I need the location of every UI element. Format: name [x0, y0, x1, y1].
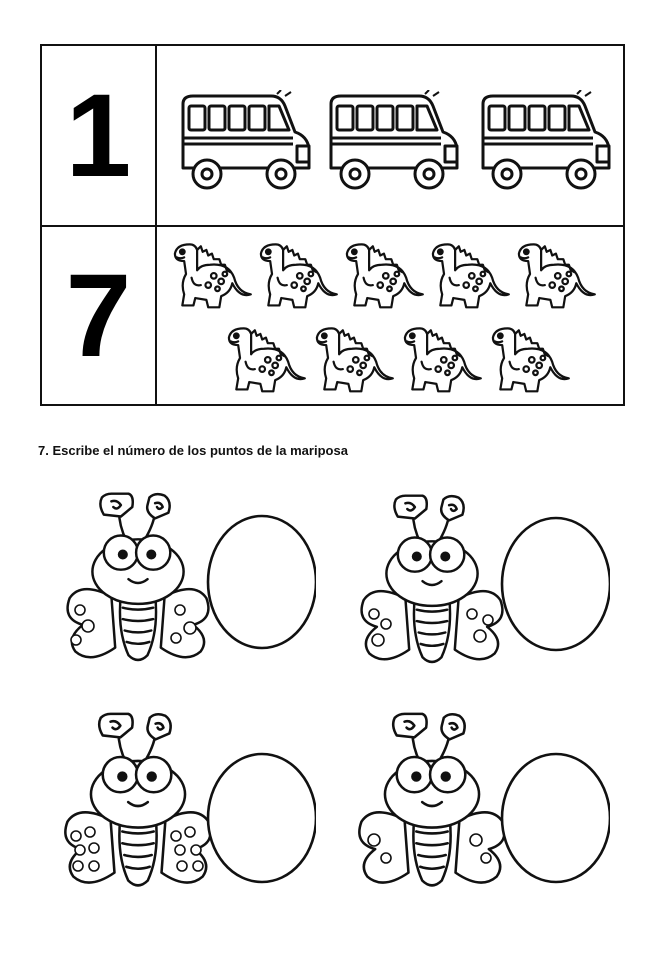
dinosaur-icon — [513, 237, 597, 311]
butterfly-icon — [352, 708, 610, 904]
bus-icon — [321, 90, 461, 194]
butterfly-exercise — [58, 488, 316, 678]
butterfly-icon — [352, 490, 610, 680]
bus-icon — [173, 90, 313, 194]
dinosaur-icon — [427, 237, 511, 311]
dinosaur-icon — [399, 321, 483, 395]
dinosaur-icon — [311, 321, 395, 395]
number-cell — [42, 46, 157, 225]
dinosaur-icon — [169, 237, 253, 311]
bus-icon — [473, 90, 613, 194]
count-row-7 — [42, 227, 623, 404]
exercise-instruction: 7. Escribe el número de los puntos de la mariposa — [38, 443, 348, 458]
row-number: 7 — [65, 249, 132, 382]
dinosaur-icon — [487, 321, 571, 395]
counting-table — [40, 44, 625, 406]
butterfly-exercise — [352, 490, 610, 680]
count-row-1 — [42, 46, 623, 227]
row-number: 1 — [65, 69, 132, 202]
butterfly-icon — [58, 488, 316, 678]
picture-cell — [157, 46, 623, 225]
dinosaur-icon — [255, 237, 339, 311]
butterfly-exercise — [58, 708, 316, 904]
butterfly-exercise — [352, 708, 610, 904]
number-cell — [42, 227, 157, 404]
dinosaur-icon — [341, 237, 425, 311]
dinosaur-icon — [223, 321, 307, 395]
butterfly-icon — [58, 708, 316, 904]
picture-cell — [157, 227, 623, 404]
